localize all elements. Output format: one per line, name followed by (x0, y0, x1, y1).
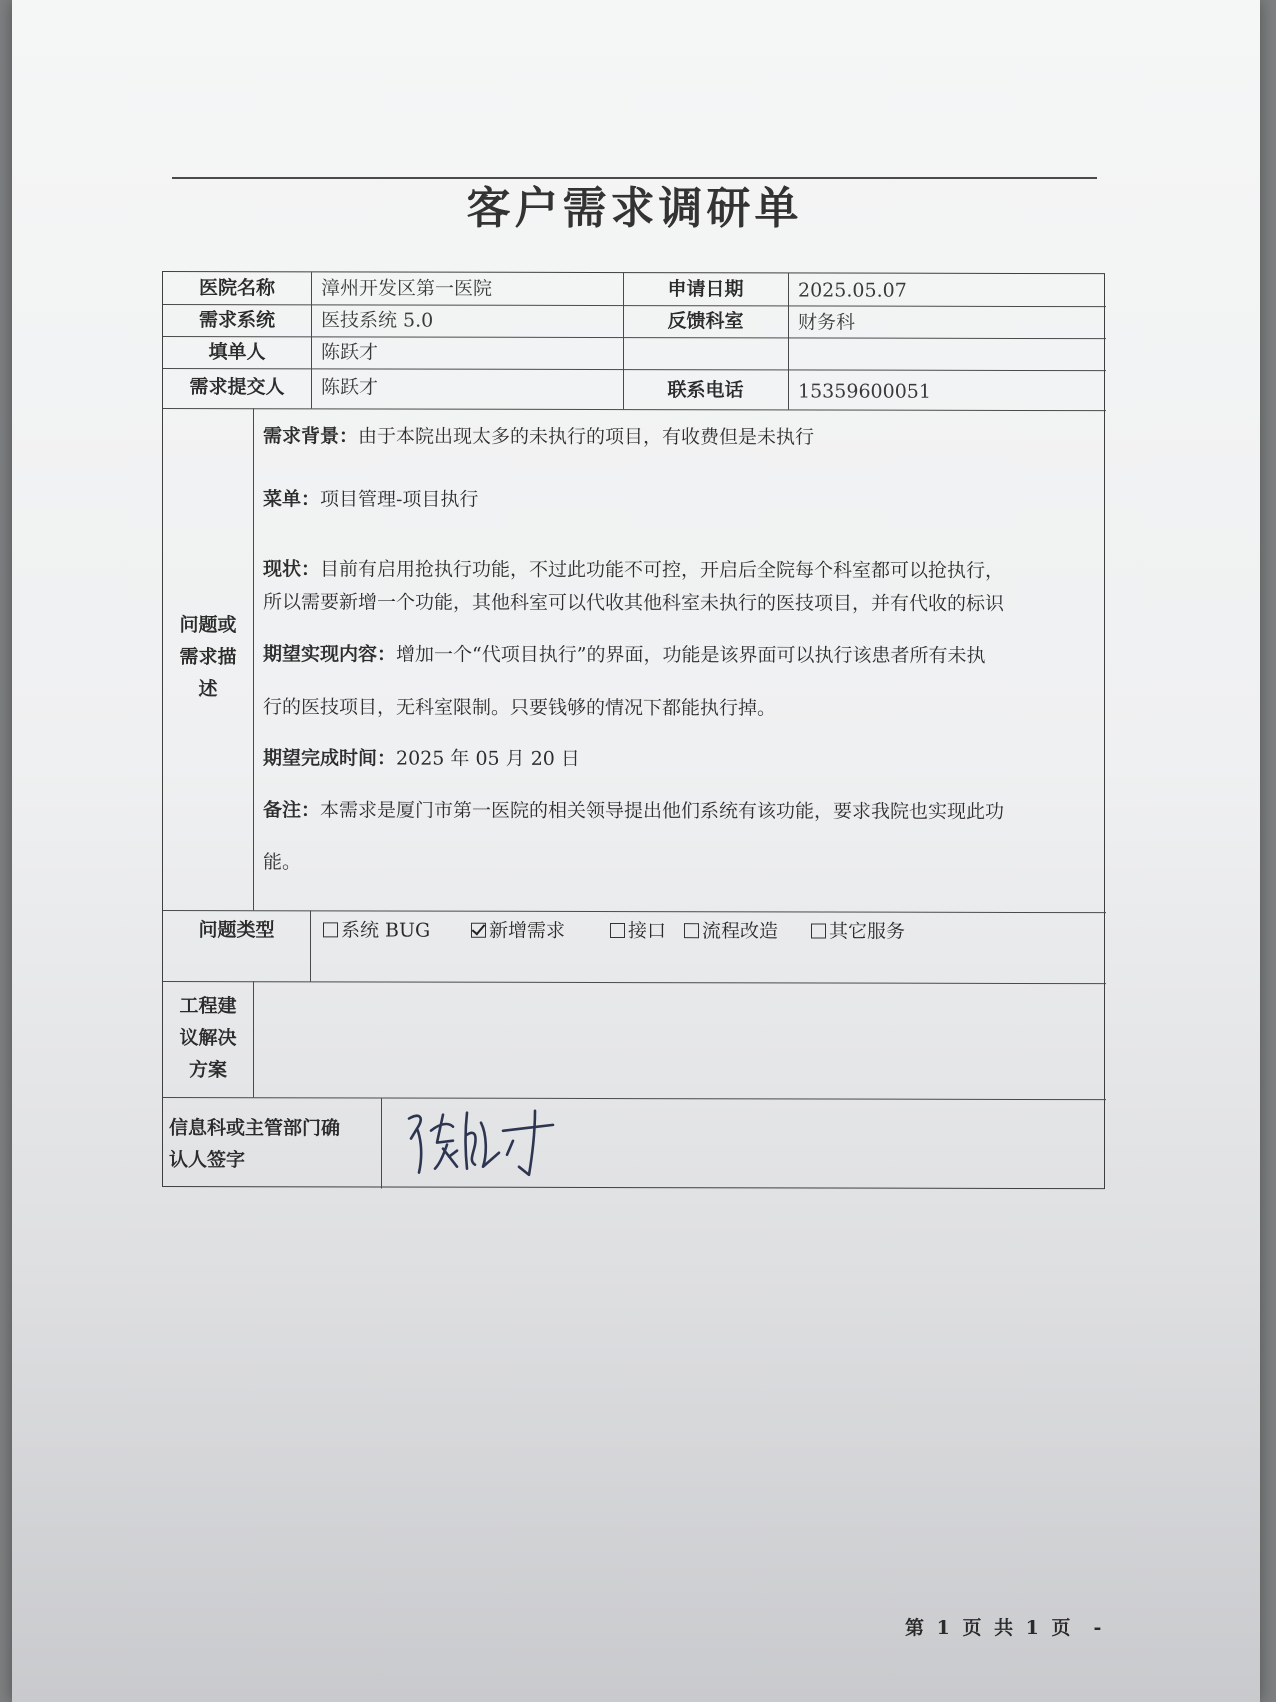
submitter-label: 需求提交人 (189, 376, 285, 399)
dept-label: 反馈科室 (667, 310, 744, 333)
apply-date-value: 2025.05.07 (798, 279, 907, 302)
hospital-name-value: 漳州开发区第一医院 (321, 277, 493, 300)
form-title: 客户需求调研单 (466, 183, 803, 234)
system-label: 需求系统 (198, 309, 275, 332)
option-new-requirement[interactable]: 新增需求 (471, 916, 565, 946)
survey-form-table (162, 271, 1105, 1189)
checked-checkbox-icon[interactable] (471, 923, 486, 938)
option-process-redesign[interactable]: 流程改造 (684, 916, 778, 946)
deadline-text: 期望完成时间：2025 年 05 月 20 日 (263, 747, 580, 770)
status-text-line2: 所以需要新增一个功能，其他科室可以代收其他科室未执行的医技项目，并有代收的标识 (263, 591, 1005, 615)
checkbox-icon[interactable] (323, 922, 338, 937)
option-interface[interactable]: 接口 (610, 916, 666, 946)
note-text: 备注：本需求是厦门市第一医院的相关领导提出他们系统有该功能，要求我院也实现此功 (263, 799, 1005, 823)
submitter-value: 陈跃才 (321, 376, 379, 399)
phone-label: 联系电话 (667, 379, 744, 402)
solution-field[interactable] (263, 990, 1098, 1088)
filler-value: 陈跃才 (321, 341, 379, 364)
note-text-line2: 能。 (263, 851, 302, 874)
phone-value: 15359600051 (798, 380, 931, 403)
option-system-bug[interactable]: 系统 BUG (323, 915, 430, 945)
background-text: 需求背景：由于本院出现太多的未执行的项目，有收费但是未执行 (263, 425, 815, 449)
description-label: 问题或 需求描 述 (179, 614, 237, 701)
expectation-text-line2: 行的医技项目，无科室限制。只要钱够的情况下都能执行掉。 (263, 696, 777, 720)
dept-value: 财务科 (798, 311, 856, 334)
status-text: 现状：目前有启用抢执行功能，不过此功能不可控，开启后全院每个科室都可以抢执行， (263, 558, 1005, 582)
apply-date-label: 申请日期 (667, 278, 744, 301)
expectation-text: 期望实现内容：增加一个“代项目执行”的界面，功能是该界面可以执行该患者所有未执 (263, 643, 986, 667)
option-other-service[interactable]: 其它服务 (811, 916, 905, 946)
system-value: 医技系统 5.0 (321, 309, 434, 332)
confirm-label: 信息科或主管部门确 认人签字 (169, 1117, 341, 1172)
hospital-name-label: 医院名称 (198, 277, 275, 300)
issue-type-label: 问题类型 (198, 919, 275, 942)
checkbox-icon[interactable] (610, 923, 625, 938)
signature (403, 1105, 573, 1181)
filler-label: 填单人 (208, 341, 266, 364)
solution-label: 工程建 议解决 方案 (179, 995, 237, 1082)
page-footer: 第 1 页 共 1 页 - (905, 1617, 1105, 1639)
checkbox-icon[interactable] (811, 923, 826, 938)
checkbox-icon[interactable] (684, 923, 699, 938)
paper-sheet (12, 0, 1260, 1702)
menu-text: 菜单：项目管理-项目执行 (263, 488, 479, 511)
